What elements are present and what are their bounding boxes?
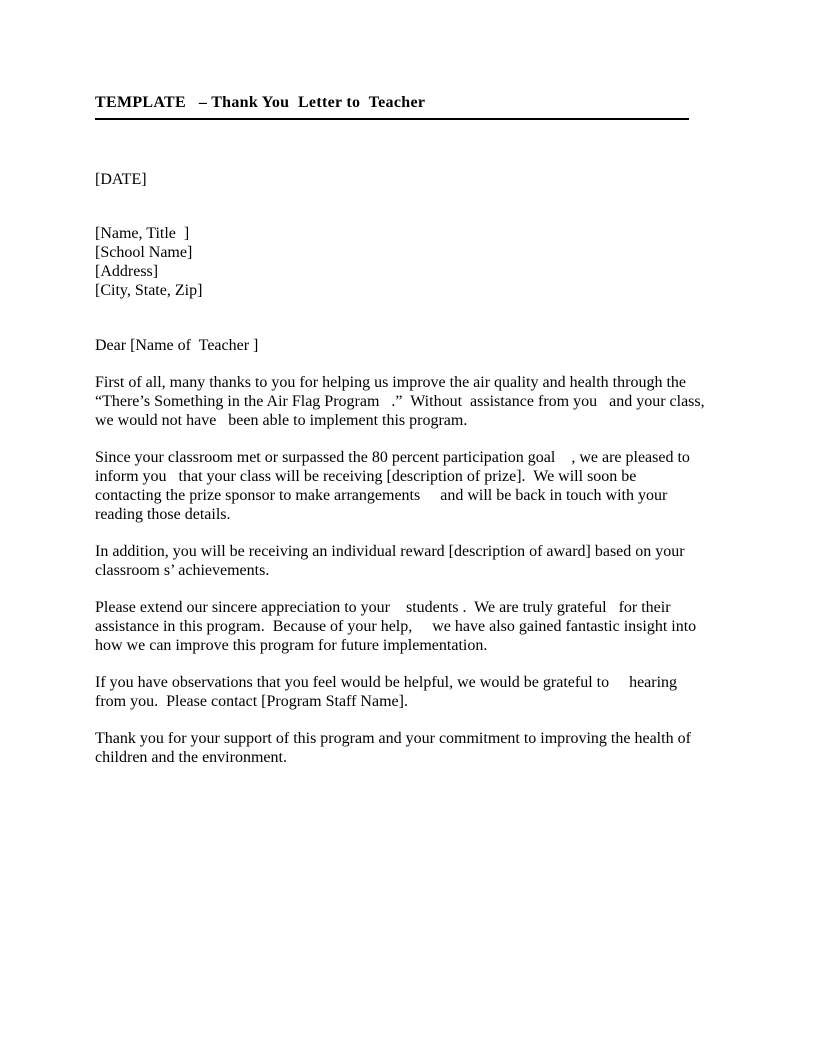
document-title: TEMPLATE – Thank You Letter to Teacher (95, 93, 689, 120)
body-paragraph-closing: Thank you for your support of this program and your commitment to improving the health of children and the environment. (95, 730, 695, 766)
body-paragraph-observations: If you have observations that you feel would be helpful, we would be grateful to hearing from you. Please contact [Program Staff Name]. (95, 674, 686, 710)
recipient-address-block (95, 224, 707, 300)
body-paragraph-appreciation: Please extend our sincere appreciation to your students . We are truly grateful for their assistance in this program. Because of your help, we have also gained fantastic insight into how we can improve this program for future implementation. (95, 599, 701, 654)
recipient-city-state-zip: [City, State, Zip] (95, 282, 203, 299)
recipient-name-title: [Name, Title ] (95, 225, 190, 242)
recipient-school-name: [School Name] (95, 244, 193, 261)
date-placeholder: [DATE] (95, 171, 147, 188)
body-paragraph-thanks: First of all, many thanks to you for helping us improve the air quality and health through the “There’s Something in the Air Flag Program .” Without assistance from you and your class, we would not have been able to implement this program. (95, 374, 709, 429)
salutation: Dear [Name of Teacher ] (95, 337, 259, 354)
recipient-street-address: [Address] (95, 263, 159, 280)
body-paragraph-prize: Since your classroom met or surpassed the 80 percent participation goal , we are pleased to inform you that your class will be receiving [description of prize]. We will soon be contacting the prize sponsor to make arrangements and will be back in touch with your reading those details. (95, 449, 694, 523)
body-paragraph-individual-reward: In addition, you will be receiving an individual reward [description of award] based on your classroom s’ achievements. (95, 543, 689, 579)
